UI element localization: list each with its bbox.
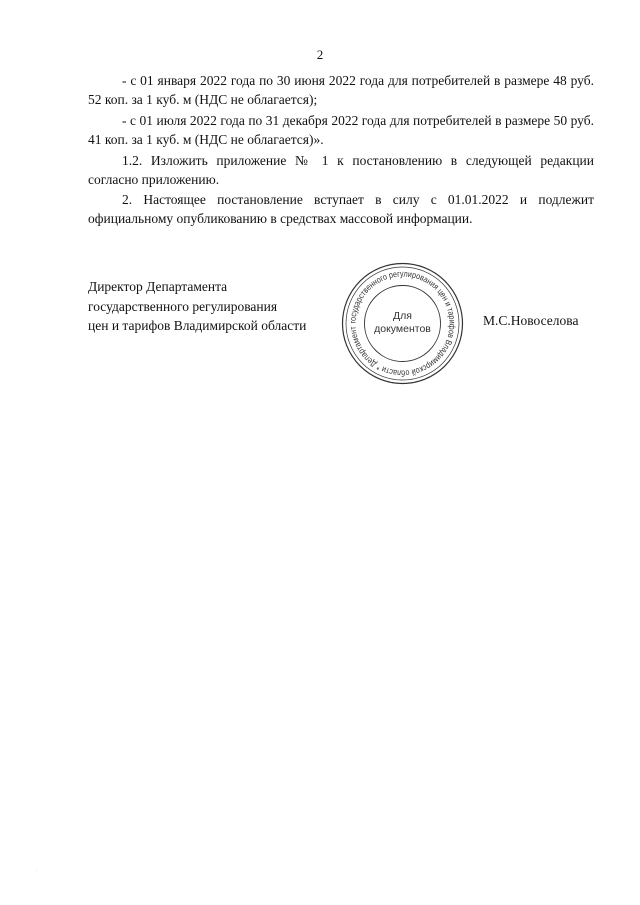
signatory-name: М.С.Новоселова	[483, 313, 579, 328]
signatory-position	[88, 277, 306, 336]
paragraph-appendix-amendment: 1.2. Изложить приложение № 1 к постановлению в следующей редакции согласно приложению.	[88, 153, 594, 187]
paragraph-tariff-second-half: - с 01 июля 2022 года по 31 декабря 2022 года для потребителей в размере 50 руб. 41 коп. за 1 куб. м (НДС не облагается)».	[88, 113, 594, 147]
seal-ring-textpath: государственного регулирования цен и тарифов Владимирской области * Департамент	[347, 268, 458, 379]
official-seal	[340, 261, 465, 386]
scan-dot: ·	[36, 868, 38, 874]
paragraph-effective-date: 2. Настоящее постановление вступает в силу с 01.01.2022 и подлежит официальному опубликованию в средствах массовой информации.	[88, 192, 594, 226]
seal-center-line-1: Для	[393, 310, 412, 322]
signatory-position-line: государственного регулирования	[88, 298, 278, 314]
seal-graphic	[340, 261, 465, 386]
page-number: 2	[316, 47, 324, 62]
paragraph-tariff-first-half: - с 01 января 2022 года по 30 июня 2022 года для потребителей в размере 48 руб. 52 коп. за 1 куб. м (НДС не облагается);	[88, 73, 594, 107]
signatory-position-line: Директор Департамента	[88, 279, 228, 294]
seal-center-line-2: документов	[374, 323, 431, 335]
signatory-position-line: цен и тарифов Владимирской области	[88, 318, 307, 333]
